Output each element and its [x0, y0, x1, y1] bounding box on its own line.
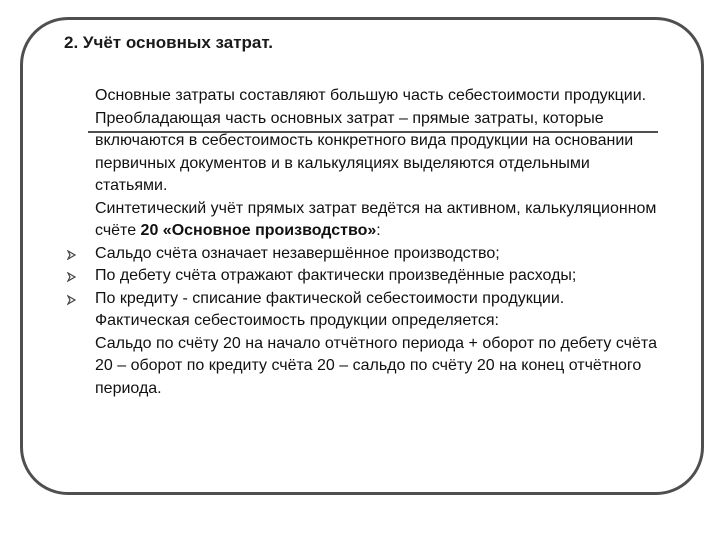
arrow-bullet-icon	[67, 272, 77, 282]
synthetic-prefix-text: Синтетический учёт прямых затрат ведётся на активном, калькуляционном счёте	[95, 199, 657, 239]
bullet-text: Сальдо счёта означает незавершённое производство;	[95, 244, 500, 262]
bullet-item	[0, 288, 665, 311]
bullet-text: По кредиту - списание фактической себестоимости продукции.	[95, 289, 565, 307]
synthetic-accounting-paragraph	[0, 198, 665, 243]
slide-body	[0, 85, 720, 400]
slide-title: 2. Учёт основных затрат.	[64, 33, 273, 52]
account-20-name: 20 «Основное производство»	[140, 222, 377, 239]
cost-definition-line: Фактическая себестоимость продукции определяется:	[95, 312, 499, 329]
cost-formula-paragraph: Сальдо по счёту 20 на начало отчётного периода + оборот по дебету счёта 20 – оборот по кредиту счёта 20 – сальдо по счёту 20 на конец отчётного периода.	[95, 334, 657, 397]
intro-paragraph: Основные затраты составляют большую часть себестоимости продукции. Преобладающая часть основных затрат – прямые затраты, которые включаются в себестоимость конкретного вида продукции на основании первичных документов и в калькуляциях выделяются отдельными статьями.	[95, 87, 647, 194]
synthetic-suffix-text: :	[376, 222, 381, 239]
arrow-bullet-icon	[67, 250, 77, 260]
bullet-item	[0, 265, 665, 288]
bullet-text: По дебету счёта отражают фактически произведённые расходы;	[95, 267, 577, 284]
bullet-item	[0, 243, 665, 266]
arrow-bullet-icon	[67, 295, 77, 305]
